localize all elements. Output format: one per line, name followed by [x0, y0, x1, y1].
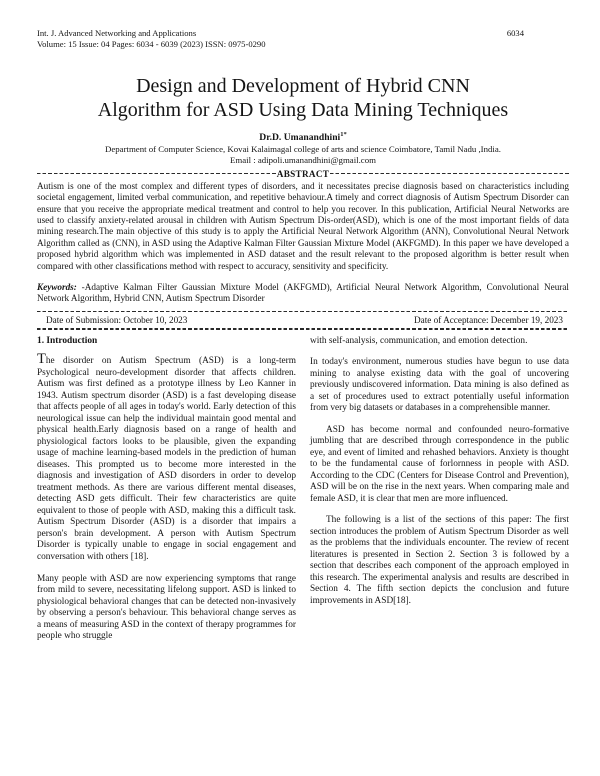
dates-block — [37, 311, 569, 330]
journal-header — [37, 28, 569, 50]
author-line — [37, 131, 569, 143]
author-email: Email : adipoli.umanandhini@gmail.com — [230, 154, 376, 165]
abstract-label: ABSTRACT — [276, 168, 330, 179]
dashed-rule — [37, 173, 276, 174]
paper-title: Design and Development of Hybrid CNN Algorithm for ASD Using Data Mining Techniques — [97, 75, 509, 121]
keywords-line — [37, 282, 569, 305]
journal-info — [37, 28, 266, 50]
paragraph-text: he disorder on Autism Spectrum (ASD) is a long-term Psychological neuro-development disorder that affects children. Autism was first defined as a prototype illness by Leo Kanner in 1943. Autism spectrum disorder (ASD) is a fast developing disease that affects people of all ages in today's world. Early detection of this neurological issue can help the individual maintain good mental and physical health.Early diagnosis based on a range of health and physiological factors looks to be plausible, given the expanding usage of machine learning-based models in the prediction of human diseases. This prompted us to become more interested in the diagnosis and investigation of ASD disorders in order to develop treatment methods. As there are various different mental diseases, detecting ASD gets difficult. Their few characteristics are quite equivalent to those of people with ASD, making this a difficult task. Autism Spectrum Disorder (ASD) is a disorder that impairs a person's brain development. A person with Autism Spectrum Disorder is typically unable to engage in social engagement and conversation with others [18]. — [37, 356, 296, 562]
date-of-submission: Date of Submission: October 10, 2023 — [46, 315, 188, 326]
author-superscript: 1* — [340, 130, 347, 138]
keywords-text: -Adaptive Kalman Filter Gaussian Mixture Model (AKFGMD), Artificial Neural Network Algorithm, Convolutional Neural Network Algorithm, Hybrid CNN, Autism Spectrum Disorder — [37, 281, 569, 304]
paragraph: with self-analysis, communication, and emotion detection. — [310, 335, 528, 346]
paragraph: In today's environment, numerous studies have begun to use data mining to analyse existing data with the goal of uncovering previously undiscovered information. Data mining is also defined as a set of procedures used to extract potentially useful information from very big datasets or databases in a comprehensible manner. — [310, 357, 569, 414]
right-column — [310, 336, 569, 643]
page-number: 6034 — [506, 28, 524, 38]
left-column — [37, 336, 296, 643]
abstract-divider — [37, 169, 569, 179]
dashed-rule — [37, 328, 569, 329]
dates-row — [37, 312, 569, 328]
paragraph: ASD has become normal and confounded neuro-formative jumbling that are described through correspondence in the public eye, and event of limited and rehashed behaviors. Anxiety is thought to be the fundamental cause of forlornness in people with ASD. According to the CDC (Centers for Disease Control and Prevention), ASD will be on the rise in the next years. When comparing male and female ASD, it is clear that men are more influenced. — [310, 424, 569, 504]
section-heading-introduction: 1. Introduction — [37, 335, 98, 346]
date-of-acceptance: Date of Acceptance: December 19, 2023 — [414, 315, 563, 326]
paragraph — [37, 352, 296, 563]
paragraph: Many people with ASD are now experiencing symptoms that range from mild to severe, necessitating lifelong support. ASD is linked to physiological behavioral changes that can be detected non-invasively by observing a person's behaviour. This behavioral change serves as a means of measuring ASD in the context of therapy programmes for people who struggle — [37, 573, 296, 642]
drop-cap: T — [37, 351, 46, 368]
two-column-body — [37, 336, 569, 643]
abstract-text: Autism is one of the most complex and different types of disorders, and it necessitates precise diagnosis based on characteristics including societal engagement, limited verbal communication, and repetitive behaviour.A timely and correct diagnosis of Autism Spectrum Disorder can ensure that you receive the appropriate medical treatment and control to help you recover. In this publication, Artificial Neural Networks are used to classify anxiety-related arousal in children with Autism Spectrum Dis-order(ASD), which is one of the most important fields of data mining research.The main objective of this study is to apply the Artificial Neural Network Algorithm (ANN), Convolutional Neural Network Algorithm called as (CNN), in ASD using the Adaptive Kalman Filter Gaussian Mixture Model (AKFGMD). In this paper we have developed a proposed hybrid algorithm which was implemented in ASD dataset and the result relevant to the proposed algorithm is better result when compared with other classifications method with respect to accuracy, sensitivity and specificity. — [37, 180, 569, 271]
author-name: Dr.D. Umanandhini — [259, 131, 341, 143]
keywords-label: Keywords: — [37, 281, 77, 292]
dashed-rule — [330, 173, 569, 174]
paragraph: The following is a list of the sections of this paper: The first section introduces the problem of Autism Spectrum Disorder as well as the problems that the individuals encounter. The review of recent literatures is presented in Section 2. Section 3 is followed by a section that describes each component of the approach employed in this research. The experimental analysis and results are described in Section 4. The fifth section depicts the conclusion and future improvements in ASD[18]. — [310, 515, 569, 606]
journal-volume-issue: Volume: 15 Issue: 04 Pages: 6034 - 6039 (2023) ISSN: 0975-0290 — [37, 39, 266, 50]
journal-name: Int. J. Advanced Networking and Applications — [37, 28, 197, 38]
author-affiliation: Department of Computer Science, Kovai Kalaimagal college of arts and science Coimbatore, Tamil Nadu ,India. — [105, 143, 501, 154]
